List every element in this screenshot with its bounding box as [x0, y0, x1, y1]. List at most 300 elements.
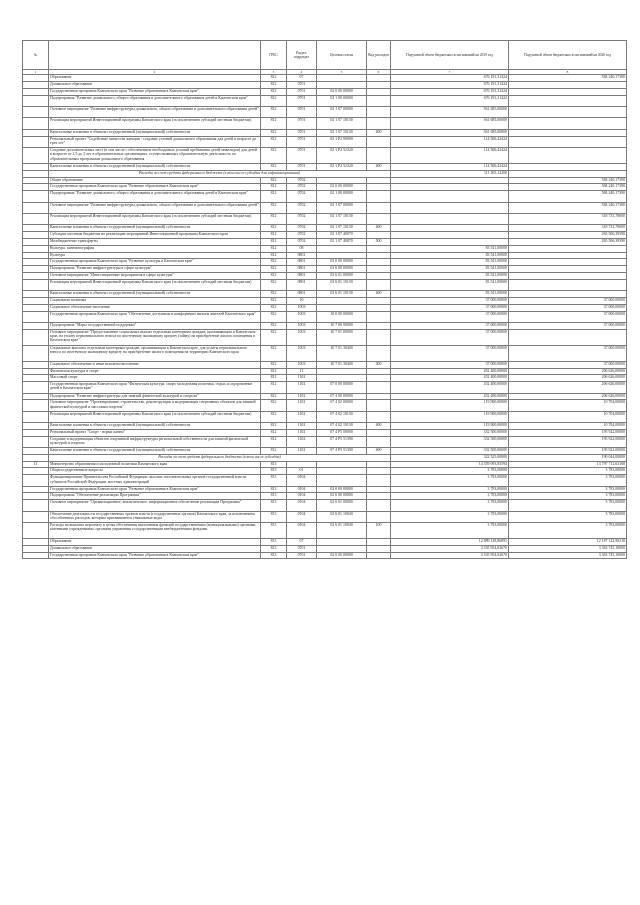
row-amount-2019-cell: 3 783,00000: [391, 511, 509, 522]
row-amount-2019-cell: 119 900,00000: [391, 400, 509, 411]
row-section-cell: 0701: [287, 136, 317, 147]
row-amount-2019-cell: 83 541,00000: [391, 259, 509, 266]
table-row: [23, 493, 627, 500]
row-amount-2019-cell: 14 359 093,83594: [391, 461, 509, 468]
row-amount-2019-cell: 37 000,00000: [391, 345, 509, 361]
col-number: 4: [287, 70, 317, 75]
row-amount-2020-cell: 37 000,00000: [509, 322, 627, 329]
row-name-cell: Капитальные вложения в объекты государственной (муниципальной) собственности: [49, 448, 261, 455]
row-index-cell: [23, 232, 49, 239]
row-type-cell: 400: [367, 423, 391, 430]
row-amount-2020-cell: 13 797 712,63168: [509, 461, 627, 468]
row-amount-2020-cell: 318 733,78000: [509, 214, 627, 225]
table-row: [23, 252, 627, 259]
row-target-cell: [317, 461, 367, 468]
row-grbs-cell: 812: [261, 361, 287, 368]
row-target-cell: 02 1 07 10130: [317, 214, 367, 225]
row-index-cell: [23, 177, 49, 184]
row-grbs-cell: 812: [261, 239, 287, 246]
row-grbs-cell: 812: [261, 225, 287, 232]
row-name-cell: Государственная программа Камчатского края "Физическая культура, спорт, молодежная политика, отдых и оздоровление детей в Камчатском крае": [49, 382, 261, 393]
row-name-cell: Капитальные вложения в объекты государственной (муниципальной) собственности: [49, 423, 261, 430]
row-amount-2020-cell: 37 000,00000: [509, 345, 627, 361]
row-section-cell: 1102: [287, 375, 317, 382]
row-section-cell: 0701: [287, 107, 317, 118]
row-index-cell: [23, 82, 49, 89]
row-target-cell: 07 4 02 10130: [317, 411, 367, 422]
row-grbs-cell: 812: [261, 429, 287, 436]
row-target-cell: 02 0 00 00000: [317, 486, 367, 493]
row-target-cell: 02 1 07 40070: [317, 239, 367, 246]
row-amount-2019-cell: 332 500,00000: [391, 429, 509, 436]
row-grbs-cell: 812: [261, 82, 287, 89]
row-name-cell: Субсидии местным бюджетам на реализацию мероприятий Инвестиционной программы Камчатского края: [49, 232, 261, 239]
row-name-cell: Расходы на выплаты персоналу в целях обеспечения выполнения функций государственными (муниципальными) органами, казенными учреждениями, органами управления государственными внебюджетными фондами: [49, 523, 261, 539]
row-section-cell: 11: [287, 368, 317, 375]
row-amount-2020-cell: [509, 129, 627, 136]
row-amount-2019-cell: 561 685,00000: [391, 118, 509, 129]
row-section-cell: 0104: [287, 511, 317, 522]
row-index-cell: [23, 259, 49, 266]
row-name-cell: Реализация мероприятий Инвестиционной программы Камчатского края (за исключением субсидий местным бюджетам): [49, 214, 261, 225]
row-section-cell: 0702: [287, 214, 317, 225]
row-section-cell: 0701: [287, 164, 317, 171]
row-name-cell: Социальное обеспечение населения: [49, 304, 261, 311]
table-row: [23, 461, 627, 468]
row-amount-2019-cell: 37 000,00000: [391, 329, 509, 345]
row-amount-2019-cell: 114 506,42424: [391, 136, 509, 147]
col-number: 8: [509, 70, 627, 75]
row-section-cell: 0104: [287, 523, 317, 539]
table-row: [23, 311, 627, 322]
row-section-cell: 0701: [287, 88, 317, 95]
row-grbs-cell: 812: [261, 311, 287, 322]
row-section-cell: 0104: [287, 493, 317, 500]
row-amount-2019-cell: 3 783,00000: [391, 493, 509, 500]
row-name-cell: Обеспечение деятельности государственных органов власти (государственных органов) Камчатского края, за исключением обособленных расходов, которым присваиваются уникальные коды: [49, 511, 261, 522]
row-grbs-cell: 812: [261, 136, 287, 147]
row-target-cell: [317, 545, 367, 552]
row-type-cell: [367, 322, 391, 329]
row-amount-2019-cell: 3 783,00000: [391, 500, 509, 511]
row-target-cell: [317, 297, 367, 304]
row-amount-2019-cell: [391, 184, 509, 191]
table-row: [23, 304, 627, 311]
row-target-cell: 03 0 00 00000: [317, 259, 367, 266]
row-type-cell: [367, 545, 391, 552]
table-row: [23, 400, 627, 411]
row-amount-2019-cell: 3 335 954,02670: [391, 552, 509, 559]
row-amount-2020-cell: 195 922,00000: [509, 448, 627, 455]
row-grbs-cell: 813: [261, 500, 287, 511]
row-type-cell: [367, 118, 391, 129]
row-target-cell: 02 1 07 10130: [317, 129, 367, 136]
row-amount-2020-cell: 206 626,00000: [509, 382, 627, 393]
row-amount-2020-cell: [509, 272, 627, 279]
row-grbs-cell: 813: [261, 486, 287, 493]
table-row: [23, 95, 627, 106]
row-type-cell: [367, 375, 391, 382]
table-row: [23, 118, 627, 129]
row-type-cell: [367, 75, 391, 82]
row-grbs-cell: 812: [261, 279, 287, 290]
row-section-cell: [287, 461, 317, 468]
row-name-cell: Основное мероприятие "Развитие инфраструктуры дошкольного, общего образования и дополнительного образования детей": [49, 202, 261, 213]
row-target-cell: [317, 304, 367, 311]
row-name-cell: Расходы за счет средств федерального бюджета (в том числе субсидии для софинансирования): [49, 170, 391, 177]
row-section-cell: 0701: [287, 82, 317, 89]
row-target-cell: [317, 75, 367, 82]
row-grbs-cell: 812: [261, 75, 287, 82]
row-type-cell: [367, 493, 391, 500]
table-row: [23, 259, 627, 266]
row-amount-2020-cell: 190 044,00000: [509, 454, 627, 461]
row-name-cell: Социальные выплаты отдельным категориям граждан, проживающим в Камчатском крае, для уплаты первоначального взноса по ипотечному жилищному кредиту на приобретение жилого помещения на территории Камчатского края: [49, 345, 261, 361]
row-grbs-cell: 812: [261, 345, 287, 361]
row-grbs-cell: 812: [261, 322, 287, 329]
row-target-cell: 02 1 07 40070: [317, 232, 367, 239]
row-section-cell: 0801: [287, 252, 317, 259]
table-row: [23, 88, 627, 95]
row-type-cell: [367, 184, 391, 191]
row-target-cell: 10 7 00 00000: [317, 322, 367, 329]
row-section-cell: 07: [287, 75, 317, 82]
row-amount-2019-cell: 3 335 954,02670: [391, 545, 509, 552]
row-name-cell: Образование: [49, 75, 261, 82]
table-row: [23, 107, 627, 118]
col-number: 6: [367, 70, 391, 75]
row-section-cell: 1102: [287, 382, 317, 393]
row-amount-2020-cell: [509, 266, 627, 273]
row-index-cell: [23, 523, 49, 539]
row-index-cell: [23, 500, 49, 511]
table-row: [23, 523, 627, 539]
row-name-cell: Основное мероприятие "Проектирование, строительство, реконструкция и модернизация спортивных объектов для занятий физической культурой и массовым спортом": [49, 400, 261, 411]
row-grbs-cell: 812: [261, 177, 287, 184]
row-section-cell: 0801: [287, 266, 317, 273]
row-amount-2020-cell: 37 000,00000: [509, 304, 627, 311]
row-type-cell: [367, 214, 391, 225]
row-grbs-cell: 812: [261, 272, 287, 279]
row-target-cell: 02 6 01 00000: [317, 500, 367, 511]
row-name-cell: Реализация мероприятий Инвестиционной программы Камчатского края (за исключением субсидий местным бюджетам): [49, 279, 261, 290]
row-name-cell: Капитальные вложения в объекты государственной (муниципальной) собственности: [49, 291, 261, 298]
row-type-cell: [367, 107, 391, 118]
row-amount-2020-cell: 10 704,00000: [509, 423, 627, 430]
row-amount-2020-cell: [509, 252, 627, 259]
row-amount-2020-cell: 584 240,17390: [509, 177, 627, 184]
row-index-cell: [23, 454, 49, 461]
row-grbs-cell: 812: [261, 184, 287, 191]
row-type-cell: 400: [367, 129, 391, 136]
row-index-cell: [23, 95, 49, 106]
row-amount-2020-cell: 3 363 745,10000: [509, 545, 627, 552]
row-amount-2019-cell: 83 541,00000: [391, 291, 509, 298]
row-target-cell: 07 4 02 10130: [317, 423, 367, 430]
row-amount-2019-cell: 37 000,00000: [391, 311, 509, 322]
table-row: [23, 191, 627, 202]
row-grbs-cell: 812: [261, 259, 287, 266]
row-type-cell: 500: [367, 239, 391, 246]
row-target-cell: 07 4 P5 51390: [317, 436, 367, 447]
row-grbs-cell: 813: [261, 475, 287, 486]
row-name-cell: Капитальные вложения в объекты государственной (муниципальной) собственности: [49, 225, 261, 232]
row-name-cell: Культура: [49, 252, 261, 259]
row-section-cell: 0702: [287, 239, 317, 246]
row-grbs-cell: 812: [261, 129, 287, 136]
row-section-cell: 0801: [287, 259, 317, 266]
row-target-cell: 02 1 07 10130: [317, 225, 367, 232]
row-type-cell: [367, 259, 391, 266]
row-index-cell: [23, 329, 49, 345]
row-type-cell: [367, 329, 391, 345]
row-grbs-cell: 812: [261, 95, 287, 106]
row-grbs-cell: 812: [261, 266, 287, 273]
row-name-cell: Подпрограмма "Развитие дошкольного, общего образования и дополнительного образования детей в Камчатском крае": [49, 95, 261, 106]
row-name-cell: Социальная политика: [49, 297, 261, 304]
col-header-name: [49, 41, 261, 70]
row-amount-2019-cell: [391, 214, 509, 225]
row-amount-2019-cell: 676 191,31424: [391, 88, 509, 95]
row-type-cell: [367, 552, 391, 559]
row-type-cell: [367, 311, 391, 322]
row-amount-2020-cell: 584 240,17390: [509, 191, 627, 202]
row-amount-2020-cell: 265 506,39390: [509, 239, 627, 246]
row-amount-2019-cell: 119 900,00000: [391, 411, 509, 422]
row-type-cell: [367, 368, 391, 375]
row-name-cell: Государственная программа Камчатского края "Развитие образования в Камчатском крае": [49, 486, 261, 493]
row-name-cell: Расходы за счет средств федерального бюджета (в том числе субсидии): [49, 454, 391, 461]
table-row: [23, 322, 627, 329]
row-amount-2019-cell: 3 783,00000: [391, 486, 509, 493]
row-grbs-cell: 812: [261, 164, 287, 171]
row-name-cell: Массовый спорт: [49, 375, 261, 382]
row-section-cell: 1003: [287, 304, 317, 311]
row-type-cell: [367, 400, 391, 411]
table-row: [23, 232, 627, 239]
row-index-cell: [23, 486, 49, 493]
col-number: 7: [391, 70, 509, 75]
row-section-cell: 1102: [287, 448, 317, 455]
row-amount-2020-cell: 584 240,17390: [509, 184, 627, 191]
row-amount-2019-cell: 561 685,00000: [391, 129, 509, 136]
row-name-cell: Создание дополнительных мест (в том числе с обеспечением необходимых условий пребывания детей-инвалидов) для детей в возрасте от 1,5 до 3 лет в образовательных организациях, осуществляющих образовательную деятельность по образовательным программам дошкольного образования: [49, 148, 261, 164]
row-target-cell: 03 6 00 00000: [317, 266, 367, 273]
table-row: [23, 129, 627, 136]
table-row: [23, 225, 627, 232]
row-type-cell: [367, 279, 391, 290]
row-grbs-cell: 812: [261, 329, 287, 345]
row-target-cell: 02 1 00 00000: [317, 191, 367, 202]
row-grbs-cell: 812: [261, 436, 287, 447]
row-index-cell: [23, 148, 49, 164]
row-amount-2020-cell: [509, 279, 627, 290]
table-row: [23, 202, 627, 213]
row-grbs-cell: 812: [261, 202, 287, 213]
row-amount-2020-cell: [509, 136, 627, 147]
table-row: [23, 272, 627, 279]
row-section-cell: 0702: [287, 191, 317, 202]
row-amount-2020-cell: [509, 164, 627, 171]
row-section-cell: 10: [287, 297, 317, 304]
col-number: 1: [23, 70, 49, 75]
row-target-cell: [317, 468, 367, 475]
row-amount-2020-cell: 265 506,39390: [509, 232, 627, 239]
row-target-cell: [317, 245, 367, 252]
row-amount-2020-cell: [509, 259, 627, 266]
row-amount-2020-cell: [509, 95, 627, 106]
row-section-cell: 1003: [287, 311, 317, 322]
row-index-cell: [23, 382, 49, 393]
row-type-cell: [367, 411, 391, 422]
row-grbs-cell: 812: [261, 214, 287, 225]
table-row: [23, 545, 627, 552]
row-amount-2019-cell: 452 400,00000: [391, 368, 509, 375]
table-row: [23, 475, 627, 486]
row-type-cell: 300: [367, 361, 391, 368]
table-row: [23, 429, 627, 436]
row-name-cell: Дошкольное образование: [49, 82, 261, 89]
row-amount-2020-cell: 195 922,00000: [509, 429, 627, 436]
row-section-cell: 1102: [287, 429, 317, 436]
row-section-cell: 1102: [287, 411, 317, 422]
table-row: [23, 214, 627, 225]
row-amount-2019-cell: 83 541,00000: [391, 252, 509, 259]
row-section-cell: 0702: [287, 225, 317, 232]
row-target-cell: 10 7 01 30400: [317, 345, 367, 361]
row-amount-2020-cell: 3 783,00000: [509, 475, 627, 486]
row-grbs-cell: 813: [261, 545, 287, 552]
budget-table-sheet: [22, 40, 626, 559]
row-amount-2020-cell: 3 783,00000: [509, 523, 627, 539]
table-row: [23, 266, 627, 273]
row-target-cell: [317, 368, 367, 375]
row-index-cell: [23, 202, 49, 213]
row-section-cell: 0701: [287, 148, 317, 164]
row-name-cell: Образование: [49, 539, 261, 546]
col-number: 3: [261, 70, 287, 75]
row-target-cell: 10 7 01 00000: [317, 329, 367, 345]
row-amount-2020-cell: 3 363 745,10000: [509, 552, 627, 559]
row-amount-2019-cell: 676 191,31424: [391, 95, 509, 106]
table-row: [23, 500, 627, 511]
row-amount-2020-cell: [509, 329, 627, 345]
row-type-cell: [367, 148, 391, 164]
row-amount-2019-cell: 114 506,42424: [391, 148, 509, 164]
row-name-cell: Подпрограмма "Развитие инфраструктуры в сфере культуры": [49, 266, 261, 273]
row-type-cell: [367, 345, 391, 361]
row-section-cell: 1102: [287, 400, 317, 411]
row-type-cell: [367, 95, 391, 106]
row-type-cell: [367, 304, 391, 311]
row-section-cell: 0104: [287, 475, 317, 486]
row-index-cell: [23, 311, 49, 322]
row-index-cell: [23, 239, 49, 246]
row-target-cell: 03 6 01 00000: [317, 272, 367, 279]
table-row: [23, 245, 627, 252]
row-type-cell: 400: [367, 291, 391, 298]
row-target-cell: 02 1 P2 52320: [317, 148, 367, 164]
row-grbs-cell: 812: [261, 382, 287, 393]
row-type-cell: 400: [367, 164, 391, 171]
row-index-cell: [23, 304, 49, 311]
row-target-cell: 02 0 00 00000: [317, 184, 367, 191]
row-index-cell: [23, 322, 49, 329]
row-amount-2019-cell: 676 191,31424: [391, 75, 509, 82]
row-grbs-cell: 812: [261, 191, 287, 202]
row-type-cell: [367, 191, 391, 202]
row-amount-2020-cell: 10 704,00000: [509, 400, 627, 411]
row-target-cell: 02 1 00 00000: [317, 95, 367, 106]
row-index-cell: [23, 436, 49, 447]
table-row: [23, 511, 627, 522]
row-amount-2020-cell: 37 000,00000: [509, 297, 627, 304]
row-section-cell: 0104: [287, 486, 317, 493]
row-section-cell: 1003: [287, 322, 317, 329]
row-grbs-cell: 813: [261, 539, 287, 546]
row-name-cell: Подпрограмма "Развитие дошкольного, общего образования и дополнительного образования детей в Камчатском крае": [49, 191, 261, 202]
row-index-cell: [23, 272, 49, 279]
row-section-cell: 1003: [287, 329, 317, 345]
row-name-cell: Реализация мероприятий Инвестиционной программы Камчатского края (за исключением субсидий местным бюджетам): [49, 118, 261, 129]
table-row: [23, 436, 627, 447]
row-type-cell: [367, 429, 391, 436]
row-section-cell: 0702: [287, 232, 317, 239]
row-amount-2020-cell: 3 783,00000: [509, 511, 627, 522]
table-row: [23, 411, 627, 422]
row-target-cell: 07 4 P5 00000: [317, 429, 367, 436]
row-amount-2019-cell: 83 541,00000: [391, 272, 509, 279]
row-grbs-cell: 813: [261, 468, 287, 475]
row-grbs-cell: 813: [261, 461, 287, 468]
row-grbs-cell: 812: [261, 368, 287, 375]
row-grbs-cell: 812: [261, 232, 287, 239]
row-name-cell: Общее образование: [49, 177, 261, 184]
row-target-cell: [317, 539, 367, 546]
row-index-cell: [23, 136, 49, 147]
row-amount-2019-cell: 676 191,31424: [391, 82, 509, 89]
row-amount-2020-cell: 206 626,00000: [509, 393, 627, 400]
row-grbs-cell: 813: [261, 511, 287, 522]
budget-table: [22, 40, 627, 559]
row-target-cell: 07 4 02 00000: [317, 400, 367, 411]
row-amount-2019-cell: 37 000,00000: [391, 304, 509, 311]
table-row: [23, 170, 627, 177]
row-target-cell: 02 1 P2 52320: [317, 164, 367, 171]
row-target-cell: [317, 475, 367, 486]
row-name-cell: Межбюджетные трансферты: [49, 239, 261, 246]
row-amount-2019-cell: 3 783,00000: [391, 475, 509, 486]
row-index-cell: [23, 411, 49, 422]
row-target-cell: 02 1 07 00000: [317, 202, 367, 213]
row-section-cell: 0104: [287, 500, 317, 511]
row-amount-2019-cell: 452 400,00000: [391, 382, 509, 393]
row-index-cell: 11: [23, 461, 49, 468]
row-amount-2020-cell: 3 783,00000: [509, 500, 627, 511]
row-grbs-cell: 812: [261, 252, 287, 259]
row-index-cell: [23, 393, 49, 400]
row-section-cell: 0701: [287, 95, 317, 106]
table-row: [23, 75, 627, 82]
row-index-cell: [23, 545, 49, 552]
row-type-cell: [367, 136, 391, 147]
row-amount-2020-cell: [509, 118, 627, 129]
row-type-cell: [367, 272, 391, 279]
row-grbs-cell: 812: [261, 107, 287, 118]
row-amount-2020-cell: 37 000,00000: [509, 361, 627, 368]
table-row: [23, 136, 627, 147]
table-body: [23, 75, 627, 559]
